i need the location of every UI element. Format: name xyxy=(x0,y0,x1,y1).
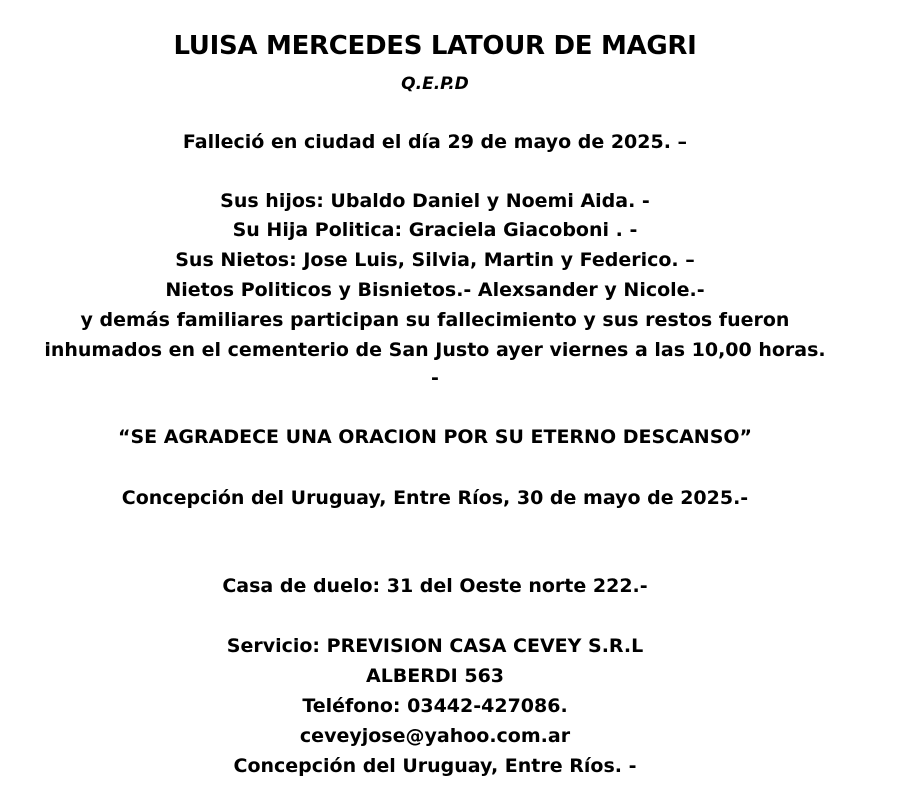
grandchildren-line: Sus Nietos: Jose Luis, Silvia, Martin y Federico. – xyxy=(175,249,695,271)
service-phone: Teléfono: 03442-427086. xyxy=(302,695,568,717)
mourning-house: Casa de duelo: 31 del Oeste norte 222.- xyxy=(222,575,648,597)
prayer-request: “SE AGRADECE UNA ORACION POR SU ETERNO DESCANSO” xyxy=(117,426,753,448)
children-line: Sus hijos: Ubaldo Daniel y Noemi Aida. - xyxy=(220,190,650,212)
great-grandchildren-line: Nietos Politicos y Bisnietos.- Alexsander y Nicole.- xyxy=(165,279,705,301)
dash-line: - xyxy=(431,367,439,389)
funeral-service: Servicio: PREVISION CASA CEVEY S.R.L xyxy=(226,635,644,657)
place-and-date: Concepción del Uruguay, Entre Ríos, 30 de mayo de 2025.- xyxy=(121,487,749,509)
service-address: ALBERDI 563 xyxy=(365,665,505,687)
qepd-label: Q.E.P.D xyxy=(401,74,469,94)
family-line-1: y demás familiares participan su fallecimiento y sus restos fueron xyxy=(80,309,790,331)
deceased-name: LUISA MERCEDES LATOUR DE MAGRI xyxy=(173,31,697,61)
death-date-line: Falleció en ciudad el día 29 de mayo de 2025. – xyxy=(182,131,688,153)
daughter-in-law-line: Su Hija Politica: Graciela Giacoboni . - xyxy=(232,219,638,241)
service-city: Concepción del Uruguay, Entre Ríos. - xyxy=(233,755,637,777)
service-email: ceveyjose@yahoo.com.ar xyxy=(299,725,571,747)
family-line-2: inhumados en el cementerio de San Justo ayer viernes a las 10,00 horas. xyxy=(44,339,826,361)
